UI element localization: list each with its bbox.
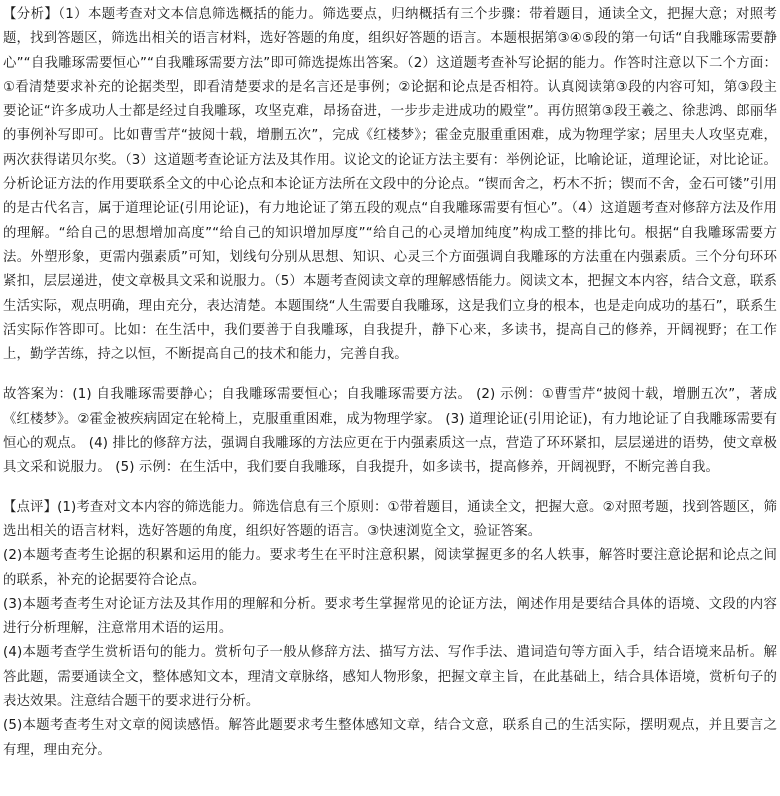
- analysis-paragraph: 【分析】（1）本题考查对文本信息筛选概括的能力。筛选要点，归纳概括有三个步骤：带着题目，通读全文，把握大意；对照考题，找到答题区，筛选出相关的语言材料，选好答题的角度，组织好答题的语言。本题根据第③④⑤段的第一句话“自我雕琢需要静心”“自我雕琢需要恒心”“自我雕琢需要方法”即可筛选提炼出答案。（2）这道题考查补写论据的能力。作答时注意以下二个方面：①看清楚要求补充的论据类型，即看清楚要求的是名言还是事例；②论据和论点是否相符。认真阅读第③段的内容可知，第③段主要论证“许多成功人士都是经过自我雕琢，攻坚克难，昂扬奋进，一步步走进成功的殿堂”。再仿照第③段王羲之、徐悲鸿、郎丽华的事例补写即可。比如曹雪芹“披阅十载，增删五次”，完成《红楼梦》；霍金克服重重困难，成为物理学家；居里夫人攻坚克难，两次获得诺贝尔奖。（3）这道题考查论证方法及其作用。议论文的论证方法主要有：举例论证，比喻论证，道理论证，对比论证。分析论证方法的作用要联系全文的中心论点和本论证方法所在文段中的分论点。“锲而舍之，朽木不折；锲而不舍，金石可镂”引用的是古代名言，属于道理论证(引用论证)，有力地论证了第五段的观点“自我雕琢需要有恒心”。（4）这道题考查对修辞方法及作用的理解。“给自己的思想增加高度”“给自己的知识增加厚度”“给自己的心灵增加纯度”构成工整的排比句。根据“自我雕琢需要方法。外塑形象，更需内强素质”可知，划线句分别从思想、知识、心灵三个方面强调自我雕琢的方法重在内强素质。三个分句环环紧扣，层层递进，使文章极具文采和说服力。（5）本题考查阅读文章的理解感悟能力。阅读文本，把握文本内容，结合文意，联系生活实际，观点明确，理由充分，表达清楚。本题围绕“人生需要自我雕琢，这是我们立身的根本，也是走向成功的基石”，联系生活实际作答即可。比如：在生活中，我们要善于自我雕琢，自我提升，静下心来，多读书，提高自己的修养，开阔视野；在工作上，勤学苦练，持之以恒，不断提高自己的技术和能力，完善自我。: [3, 7, 777, 363]
- answer-paragraph: 故答案为：(1) 自我雕琢需要静心；自我雕琢需要恒心；自我雕琢需要方法。 (2) 示例：①曹雪芹“披阅十载，增删五次”，著成《红楼梦》。②霍金被疾病固定在轮椅上，克服重重困难，成为物理学家。 (3) 道理论证(引用论证)，有力地论证了自我雕琢需要有恒心的观点。 (4) 排比的修辞方法，强调自我雕琢的方法应更在于内强素质这一点，营造了环环紧扣，层层递进的语势，使文章极具文采和说服力。 (5) 示例：在生活中，我们要自我雕琢，自我提升，如多读书，提高修养，开阔视野，不断完善自我。: [3, 387, 777, 476]
- comment-item-1: 【点评】(1)考查对文本内容的筛选能力。筛选信息有三个原则：①带着题目，通读全文，把握大意。②对照考题，找到答题区，筛选出相关的语言材料，选好答题的角度，组织好答题的语言。③快速浏览全文，验证答案。: [3, 499, 777, 539]
- comment-item-5: (5)本题考查考生对文章的阅读感悟。解答此题要求考生整体感知文章，结合文意，联系自己的生活实际，摆明观点，并且要言之有理，理由充分。: [3, 718, 777, 758]
- comment-section: [3, 496, 777, 763]
- comment-item-4: (4)本题考查学生赏析语句的能力。赏析句子一般从修辞方法、描写方法、写作手法、遣词造句等方面入手，结合语境来品析。解答此题，需要通读全文，整体感知文本，理清文章脉络，感知人物形象，把握文章主旨，在此基础上，结合具体语境，赏析句子的表达效果。注意结合题干的要求进行分析。: [3, 645, 777, 710]
- comment-item-2: (2)本题考查考生论据的积累和运用的能力。要求考生在平时注意积累，阅读掌握更多的名人轶事，解答时要注意论据和论点之间的联系，补充的论据要符合论点。: [3, 548, 777, 588]
- comment-item-3: (3)本题考查考生对论证方法及其作用的理解和分析。要求考生掌握常见的论证方法，阐述作用是要结合具体的语境、文段的内容进行分析理解，注意常用术语的运用。: [3, 596, 777, 637]
